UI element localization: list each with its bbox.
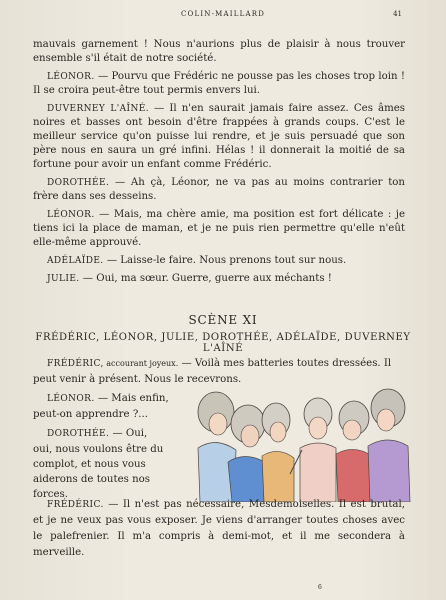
speaker-name: LÉONOR. (47, 72, 95, 82)
speaker-name: DOROTHÉE. (47, 178, 110, 188)
dialogue-line: FRÉDÉRIC, accourant joyeux. — Voilà mes batteries toutes dressées. Il peut venir à présent. Nous le recevrons. (33, 358, 392, 385)
speaker-name: ADÉLAÏDE. (47, 256, 104, 266)
dialogue-line: ADÉLAÏDE. — Laisse-le faire. Nous prenons tout sur nous. (47, 255, 347, 266)
dialogue-line: FRÉDÉRIC. — Il n'est pas nécessaire, Mesdemoiselles. Il est brutal, et je ne veux pas vous exposer. Je viens d'arranger toutes choses avec le palefrenier. Il m'a compris à demi-mot, et il me secondera à merveille. (33, 499, 405, 558)
closing-dialogue (33, 497, 405, 561)
scene-characters: FRÉDÉRIC, LÉONOR, JULIE, DOROTHÉE, ADÉLAÏDE, DUVERNEY L'AÎNÉ (35, 332, 411, 354)
speaker-name: DOROTHÉE. (47, 429, 110, 439)
dialogue-line: LÉONOR. — Mais, ma chère amie, ma position est fort délicate : je tiens ici la place de maman, et je ne puis rien permettre qu'elle n'eût elle-même approuvé. (33, 209, 405, 248)
dialogue-line: LÉONOR. — Mais enfin, peut-on apprendre ?... (33, 393, 169, 420)
dialogue-line: mauvais garnement ! Nous n'aurions plus de plaisir à nous trouver ensemble s'il était de notre société. (33, 39, 405, 64)
speaker-name: LÉONOR. (47, 210, 95, 220)
speaker-name: DUVERNEY L'AÎNÉ. (47, 104, 149, 114)
speaker-name: FRÉDÉRIC. (47, 500, 104, 510)
dialogue-line: JULIE. — Oui, ma sœur. Guerre, guerre aux méchants ! (47, 273, 332, 284)
page-number: 41 (393, 10, 402, 18)
scene-heading: SCÈNE XI (188, 313, 258, 327)
stage-direction: accourant joyeux. (103, 359, 179, 368)
running-head (0, 10, 446, 24)
dialogue-line: DUVERNEY L'AÎNÉ. — Il n'en saurait jamais faire assez. Ces âmes noires et basses ont besoin d'être frappées à grands coups. C'est le meilleur service qu'on puisse lui rendre, et je suis persuadé que son père nous en saura un gré infini. Hélas ! il donnerait la moitié de sa fortune pour avoir un enfant comme Frédéric. (33, 103, 406, 170)
dialogue-line: LÉONOR. — Pourvu que Frédéric ne pousse pas les choses trop loin ! Il se croira peut-être tout permis envers lui. (33, 71, 405, 96)
signature-mark: 6 (318, 584, 322, 591)
illustration-children-group (176, 384, 414, 502)
dialogue-block (33, 38, 405, 290)
speaker-name: LÉONOR. (47, 394, 95, 404)
speaker-name: JULIE. (47, 274, 80, 284)
running-title: COLIN-MAILLARD (180, 10, 266, 18)
dialogue-line: DOROTHÉE. — Oui, oui, nous voulons être du complot, et nous vous aiderons de toutes nos forces. (33, 428, 164, 500)
dialogue-line: DOROTHÉE. — Ah çà, Léonor, ne va pas au moins contrarier ton frère dans ses desseins. (33, 177, 405, 202)
speaker-name: FRÉDÉRIC, (47, 359, 104, 369)
